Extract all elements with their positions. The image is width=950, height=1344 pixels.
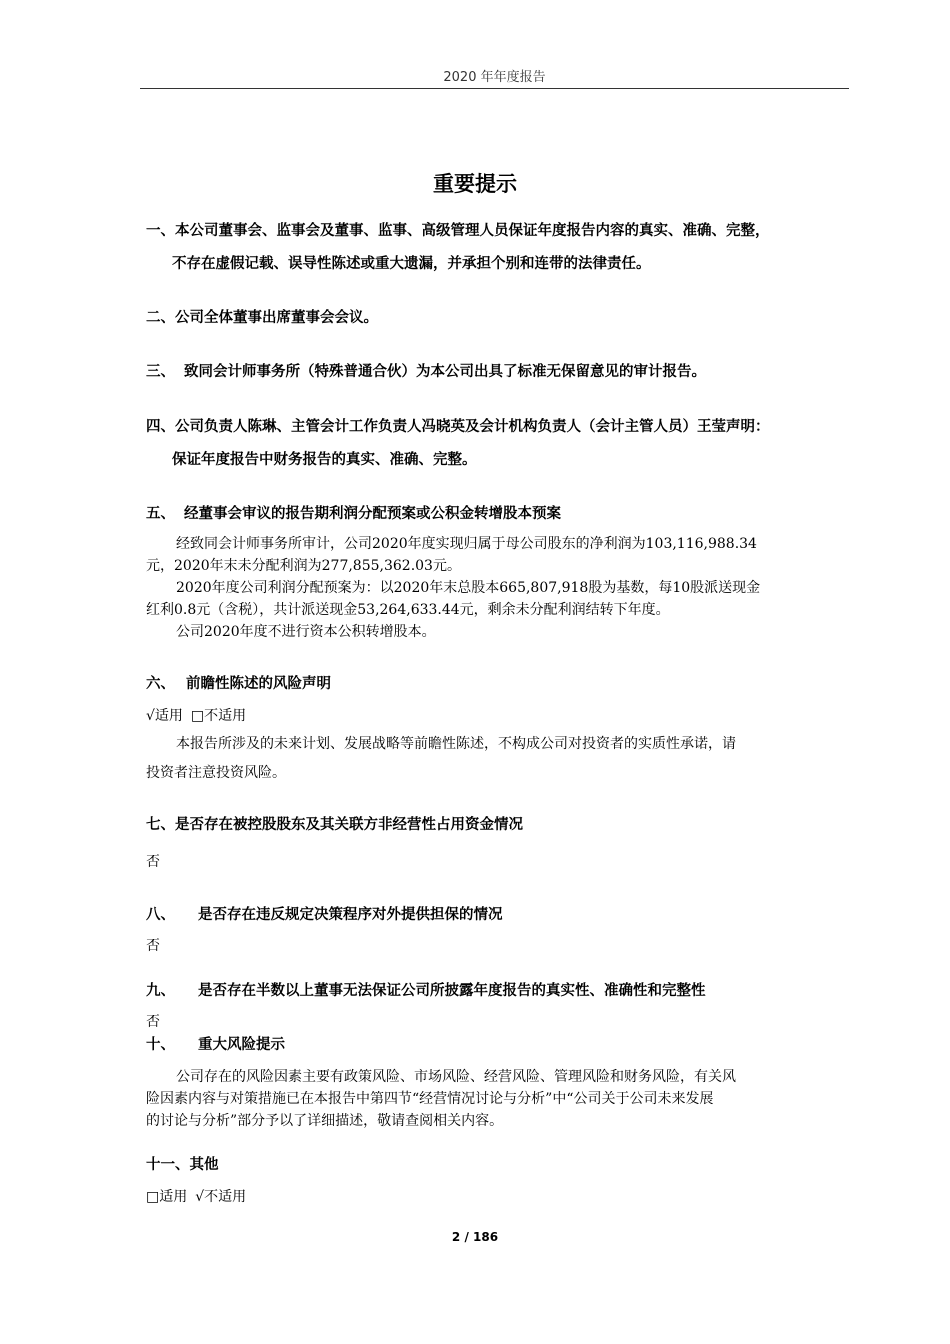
section-8-title: 是否存在违反规定决策程序对外提供担保的情况 xyxy=(198,907,503,923)
section-5-title: 经董事会审议的报告期利润分配预案或公积金转增股本预案 xyxy=(184,506,561,522)
section-5-para1-line1: 经致同会计师事务所审计，公司2020年度实现归属于母公司股东的净利润为103,116,988.34 xyxy=(176,536,757,552)
section-11-heading: 十一、其他 xyxy=(146,1157,219,1173)
section-11-options xyxy=(146,1186,254,1206)
section-5-para3: 公司2020年度不进行资本公积转增股本。 xyxy=(176,624,436,640)
section-1-line1: 一、本公司董事会、监事会及董事、监事、高级管理人员保证年度报告内容的真实、准确、完整， xyxy=(146,223,770,239)
section-5-para2-line1: 2020年度公司利润分配预案为：以2020年末总股本665,807,918股为基数，每10股派送现金 xyxy=(176,580,761,596)
section-5-heading xyxy=(146,502,561,523)
page-header: 2020 年年度报告 xyxy=(140,66,849,89)
section-9-title: 是否存在半数以上董事无法保证公司所披露年度报告的真实性、准确性和完整性 xyxy=(198,983,706,999)
page-title: 重要提示 xyxy=(433,172,517,196)
page-number: 2 / 186 xyxy=(451,1230,499,1244)
section-6-heading xyxy=(146,672,331,693)
section-3-text: 致同会计师事务所（特殊普通合伙）为本公司出具了标准无保留意见的审计报告。 xyxy=(184,364,706,380)
section-7-answer: 否 xyxy=(146,854,160,870)
section-6-options xyxy=(146,705,254,725)
section-9-heading xyxy=(146,979,706,1000)
section-3 xyxy=(146,360,706,381)
section-10-para-line3: 的讨论与分析”部分予以了详细描述，敬请查阅相关内容。 xyxy=(146,1113,504,1129)
option-applicable-checked: √适用 xyxy=(146,708,183,724)
section-9-number: 九、 xyxy=(146,983,175,999)
section-4-line2: 保证年度报告中财务报告的真实、准确、完整。 xyxy=(172,452,477,468)
section-8-heading xyxy=(146,903,503,924)
section-1-line2: 不存在虚假记载、误导性陈述或重大遗漏，并承担个别和连带的法律责任。 xyxy=(172,256,651,272)
section-6-number: 六、 xyxy=(146,676,175,692)
section-8-number: 八、 xyxy=(146,907,175,923)
section-10-para-line2: 险因素内容与对策措施已在本报告中第四节“经营情况讨论与分析”中“公司关于公司未来发展 xyxy=(146,1091,714,1107)
section-10-heading xyxy=(146,1033,285,1054)
option-not-applicable: □不适用 xyxy=(190,708,247,724)
section-10-title: 重大风险提示 xyxy=(198,1037,285,1053)
option-not-applicable-checked: √不适用 xyxy=(195,1189,247,1205)
section-7-heading: 七、是否存在被控股股东及其关联方非经营性占用资金情况 xyxy=(146,817,523,833)
section-6-title: 前瞻性陈述的风险声明 xyxy=(186,676,331,692)
section-5-para2-line2: 红利0.8元（含税），共计派送现金53,264,633.44元，剩余未分配利润结转下年度。 xyxy=(146,602,670,618)
option-applicable: □适用 xyxy=(146,1189,188,1205)
section-8-answer: 否 xyxy=(146,938,160,954)
section-6-para-line2: 投资者注意投资风险。 xyxy=(146,765,286,781)
section-10-para-line1: 公司存在的风险因素主要有政策风险、市场风险、经营风险、管理风险和财务风险，有关风 xyxy=(176,1069,736,1085)
section-5-number: 五、 xyxy=(146,506,175,522)
section-6-para-line1: 本报告所涉及的未来计划、发展战略等前瞻性陈述，不构成公司对投资者的实质性承诺，请 xyxy=(176,736,736,752)
section-3-number: 三、 xyxy=(146,364,175,380)
section-9-answer: 否 xyxy=(146,1014,160,1030)
section-2: 二、公司全体董事出席董事会会议。 xyxy=(146,310,378,326)
section-5-para1-line2: 元，2020年末未分配利润为277,855,362.03元。 xyxy=(146,558,461,574)
section-10-number: 十、 xyxy=(146,1037,175,1053)
section-4-line1: 四、公司负责人陈琳、主管会计工作负责人冯晓英及会计机构负责人（会计主管人员）王莹声明： xyxy=(146,419,770,435)
